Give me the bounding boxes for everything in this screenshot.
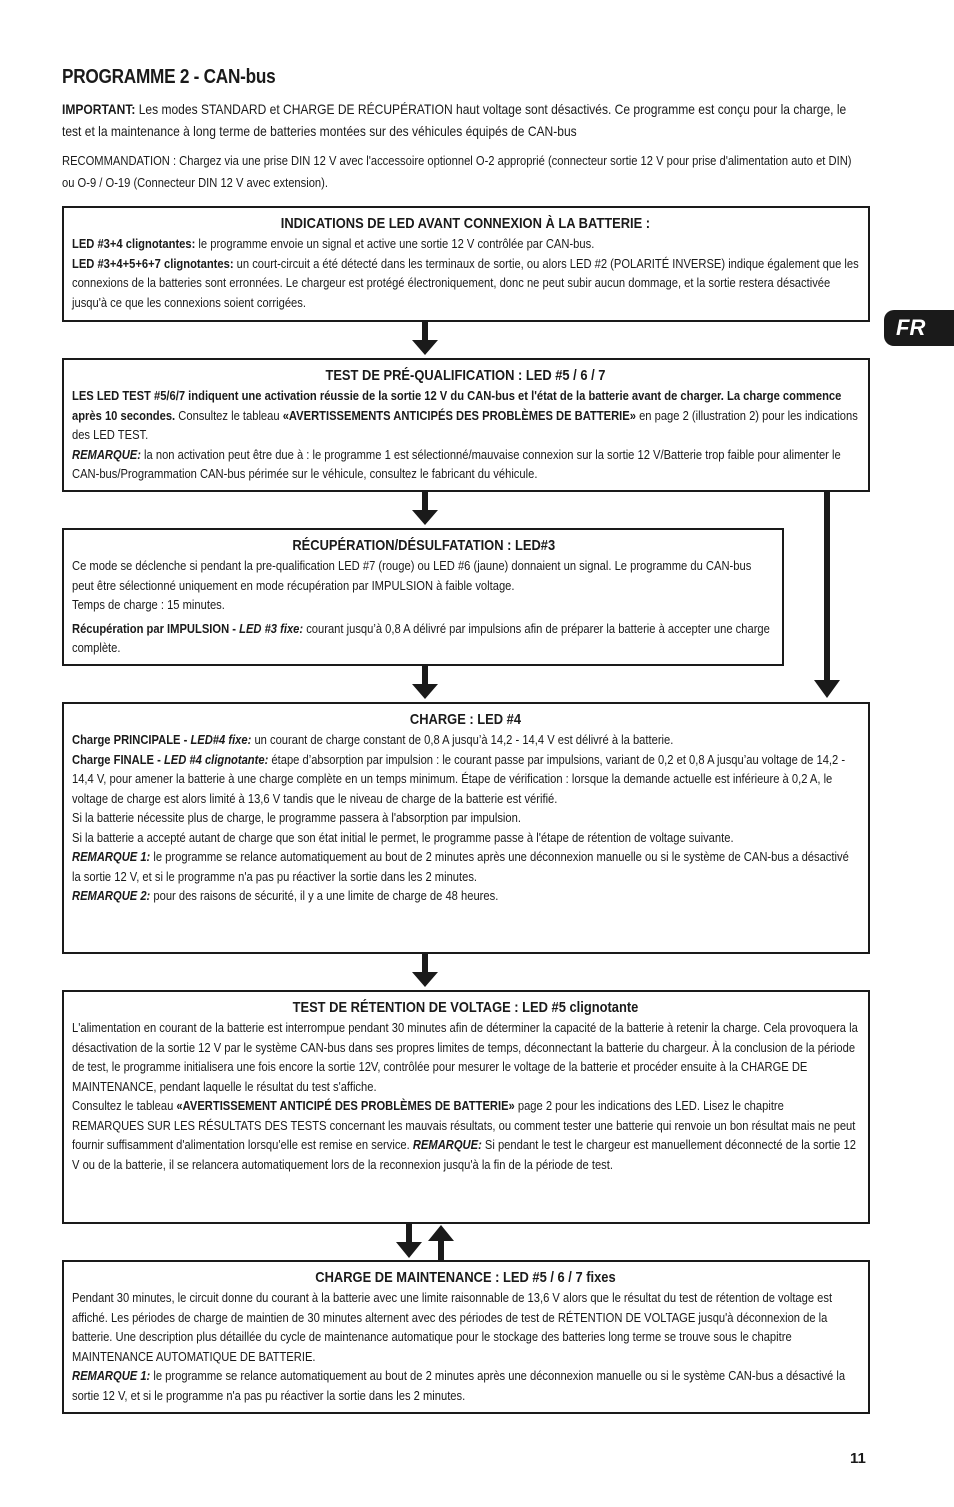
bold-text: «AVERTISSEMENT ANTICIPÉ DES PROBLÈMES DE BATTERIE» [176, 1098, 515, 1113]
arrow-down-icon [410, 954, 440, 988]
text: Pendant 30 minutes, le circuit donne du courant à la batterie avec une limite raisonnable de 13,6 V alors que le résultat du test de rétention de voltage est affiché. Les périodes de charge de maintien de 30 minutes alternent avec des périodes de test de RÉTENTION DE VOLTAGE jusqu'à déconnexion de la batterie. Une description plus détaillée du cycle de maintenance automatique pour le stockage des batteries long terme se trouve sous le chapitre MAINTENANCE AUTOMATIQUE DE BATTERIE. [72, 1290, 833, 1364]
language-tab: FR [884, 310, 954, 346]
bold-text: «AVERTISSEMENTS ANTICIPÉS DES PROBLÈMES DE BATTERIE» [282, 407, 636, 423]
text: un court-circuit a été détecté dans les terminaux de sortie, ou alors LED #2 (POLARITÉ INVERSE) indique également que les connexions de la batteries sont erronnées. Le chargeur est protégé électroniquement, donc ne peut subir aucun dommage, et la sortie restera désactivée jusqu'à ce que les connexions soient corrigées. [72, 255, 859, 310]
text: étape d’absorption par impulsion : le courant passe par impulsions, variant de 0,2 et 0,8 A jusqu’au voltage de 14,2 - 14,4 V, pour amener la batterie à une charge complète en un temps minimum. Étape de vérification : lorsque la demande actuelle est inférieure à 0,2 A, le voltage de charge est alors limité à 13,6 V tandis que le niveau de charge de la batterie est vérifié. [72, 751, 846, 806]
led-label: LED#4 fixe: [190, 732, 252, 747]
text: Consultez le tableau [175, 407, 283, 423]
arrow-down-bypass-icon [812, 492, 842, 700]
box-heading: CHARGE : LED #4 [409, 711, 522, 728]
text: le programme se relance automatiquement au bout de 2 minutes après une déconnexion manuelle ou si le système CAN-bus a désactivé la sortie 12 V, et si le programme n'a pas pu réactiver la sortie dans les 2 minutes. [72, 1368, 846, 1403]
box-heading: TEST DE PRÉ-QUALIFICATION : LED #5 / 6 / 7 [325, 367, 606, 384]
remark-label: REMARQUE 1: [72, 1368, 151, 1383]
box-heading: TEST DE RÉTENTION DE VOLTAGE : LED #5 clignotante [292, 999, 639, 1016]
important-label: IMPORTANT: [62, 101, 136, 117]
arrow-down-icon [410, 492, 440, 526]
arrow-up-icon [426, 1224, 456, 1260]
text: la non activation peut être due à : le programme 1 est sélectionné/mauvaise connexion sur la sortie 12 V/Batterie trop faible pour alimenter le CAN-bus/Programmation CAN-bus périmée sur le véhicule, consultez le fabricant du véhicule. [72, 446, 841, 481]
bold-text: LES LED TEST #5/6/7 indiquent une activation réussie de la sortie 12 V du CAN-bus et l'état de la batterie avant de charger. La charge commence après 10 secondes. [72, 388, 842, 423]
remark-label: REMARQUE: [412, 1137, 482, 1152]
remark-label: REMARQUE 2: [72, 888, 151, 903]
page-number: 11 [850, 1450, 866, 1467]
box-pre-qualification [62, 358, 870, 492]
box-led-indications [62, 206, 870, 322]
box-charge [62, 702, 870, 954]
box-voltage-retention-test [62, 990, 870, 1224]
text: Si la batterie nécessite plus de charge, le programme passera à l'absorption par impulsion. [72, 810, 521, 825]
box-heading: INDICATIONS DE LED AVANT CONNEXION À LA BATTERIE : [280, 215, 651, 232]
text: courant jusqu’à 0,8 A délivré par impulsions afin de préparer la batterie à accepter une charge complète. [72, 620, 770, 655]
page-title: PROGRAMME 2 - CAN-bus [62, 66, 276, 88]
box-maintenance-charge [62, 1260, 870, 1414]
text: Ce mode se déclenche si pendant la pre-qualification LED #7 (rouge) ou LED #6 (jaune) donnaient un signal. Le programme du CAN-bus peut être sélectionné uniquement en mode récupération par IMPULSION à faible voltage. [72, 558, 752, 593]
bold-label: Charge PRINCIPALE - [72, 732, 191, 747]
important-paragraph [62, 98, 862, 142]
text: pour des raisons de sécurité, il y a une limite de charge de 48 heures. [150, 888, 499, 903]
arrow-down-icon [394, 1224, 424, 1260]
remark-label: REMARQUE 1: [72, 849, 151, 864]
bold-label: Charge FINALE - [72, 751, 164, 767]
important-text: Les modes STANDARD et CHARGE DE RÉCUPÉRATION haut voltage sont désactivés. Ce programme est conçu pour la charge, le test et la maintenance à long terme de batteries montées sur des véhicules équipés de CAN-bus [62, 101, 847, 139]
box-recovery-desulfation [62, 528, 784, 666]
text: Consultez le tableau [72, 1098, 177, 1113]
text: Si pendant le test le chargeur est manuellement déconnecté de la sortie 12 V ou de la batterie, il se relancera automatiquement lors de la reconnexion jusqu'à la fin de la période de test. [72, 1137, 856, 1172]
text: Si la batterie a accepté autant de charge que son état initial le permet, le programme passe à l'étape de rétention de voltage suivante. [72, 829, 734, 845]
text: le programme envoie un signal et active une sortie 12 V contrôlée par CAN-bus. [195, 236, 595, 251]
box-heading: RÉCUPÉRATION/DÉSULFATATION : LED#3 [292, 537, 556, 554]
text: en page 2 (illustration 2) pour les indications des LED TEST. [72, 407, 858, 442]
text: un courant de charge constant de 0,8 A jusqu’à 14,2 - 14,4 V est délivré à la batterie. [251, 732, 674, 747]
arrow-down-icon [410, 322, 440, 356]
led-label: LED #3 fixe: [239, 620, 304, 636]
text: Temps de charge : 15 minutes. [72, 597, 225, 612]
remark-label: REMARQUE: [72, 446, 141, 462]
box-heading: CHARGE DE MAINTENANCE : LED #5 / 6 / 7 fixes [315, 1269, 616, 1286]
led-label: LED #4 clignotante: [163, 751, 269, 767]
text: L'alimentation en courant de la batterie est interrompue pendant 30 minutes afin de déterminer la capacité de la batterie à retenir la charge. Cela provoquera la désactivation de la sortie 12 V par le système CAN-bus dans ses propres limites de temps, déconnectant la batterie du chargeur. À la conclusion de la période de test, le programme initialisera une fois encore la sortie 12V, contrôlée pour mesurer le voltage de la batterie et procéder ensuite à la CHARGE DE MAINTENANCE, pendant laquelle le résultat du test s'affiche. [72, 1020, 858, 1094]
bold-label: LED #3+4 clignotantes: [72, 236, 196, 251]
bold-label: LED #3+4+5+6+7 clignotantes: [72, 255, 234, 271]
text: page 2 pour les indications des LED. Lisez le chapitre REMARQUES SUR LES RÉSULTATS DES TESTS concernant les mauvais résultats, ou comment tester une batterie qui renvoie un bon résultat mais ne peut fournir suffisamment d'alimentation lorsqu'elle est remise en service. [72, 1098, 856, 1152]
arrow-down-icon [410, 666, 440, 700]
recommendation: RECOMMANDATION : Chargez via une prise DIN 12 V avec l'accessoire optionnel O-2 approprié (connecteur sortie 12 V pour prise d'alimentation auto et DIN) ou O-9 / O-19 (Connecteur DIN 12 V avec extension). [62, 153, 852, 190]
bold-label: Récupération par IMPULSION - [72, 620, 240, 636]
text: le programme se relance automatiquement au bout de 2 minutes après une déconnexion manuelle ou si le système de CAN-bus a désactivé la sortie 12 V, et si le programme n'a pas pu réactiver la sortie dans les 2 minutes. [72, 849, 849, 884]
